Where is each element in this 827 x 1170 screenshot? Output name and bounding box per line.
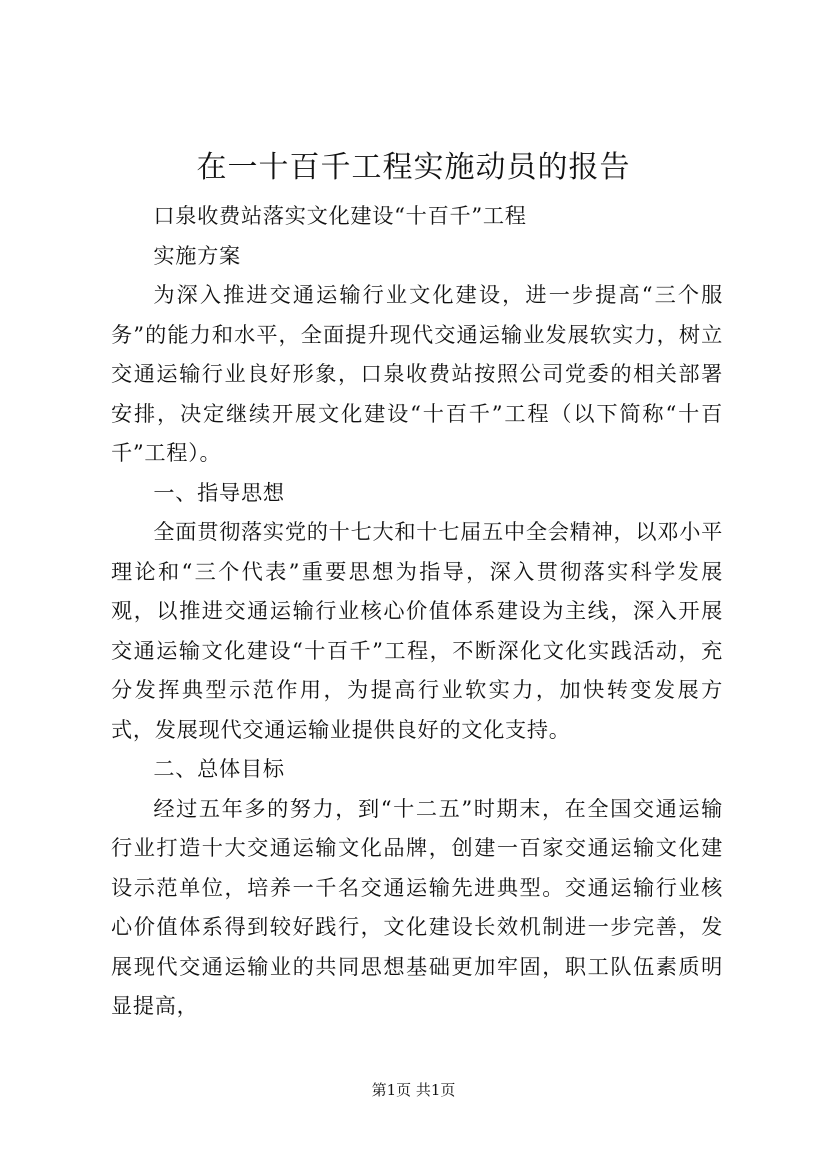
paragraph-subtitle: 口泉收费站落实文化建设“十百千”工程: [153, 203, 527, 228]
section-heading-overall-goal: 二、总体目标: [153, 756, 285, 781]
page-footer: 第1页 共1页: [371, 1081, 456, 1099]
paragraph-intro: 为深入推进交通运输行业文化建设，进一步提高“三个服务”的能力和水平，全面提升现代交通运输业发展软实力，树立交通运输行业良好形象，口泉收费站按照公司党委的相关部署安排，决定继续开展文化建设“十百千”工程（以下简称“十百千”工程）。: [111, 282, 723, 465]
document-title: 在一十百千工程实施动员的报告: [196, 150, 631, 185]
paragraph-overall-goal: 经过五年多的努力，到“十二五”时期末，在全国交通运输行业打造十大交通运输文化品牌，创建一百家交通运输文化建设示范单位，培养一千名交通运输先进典型。交通运输行业核心价值体系得到较好践行，文化建设长效机制进一步完善，发展现代交通运输业的共同思想基础更加牢固，职工队伍素质明显提高，: [111, 795, 723, 1018]
paragraph-guiding-thought: 全面贯彻落实党的十七大和十七届五中全会精神，以邓小平理论和“三个代表”重要思想为指导，深入贯彻落实科学发展观，以推进交通运输行业核心价值体系建设为主线，深入开展交通运输文化建设“十百千”工程，不断深化文化实践活动，充分发挥典型示范作用，为提高行业软实力，加快转变发展方式，发展现代交通运输业提供良好的文化支持。: [111, 519, 723, 742]
section-heading-guiding-thought: 一、指导思想: [153, 479, 285, 505]
document-body: [111, 196, 723, 1026]
paragraph-plan-heading: 实施方案: [153, 242, 241, 268]
